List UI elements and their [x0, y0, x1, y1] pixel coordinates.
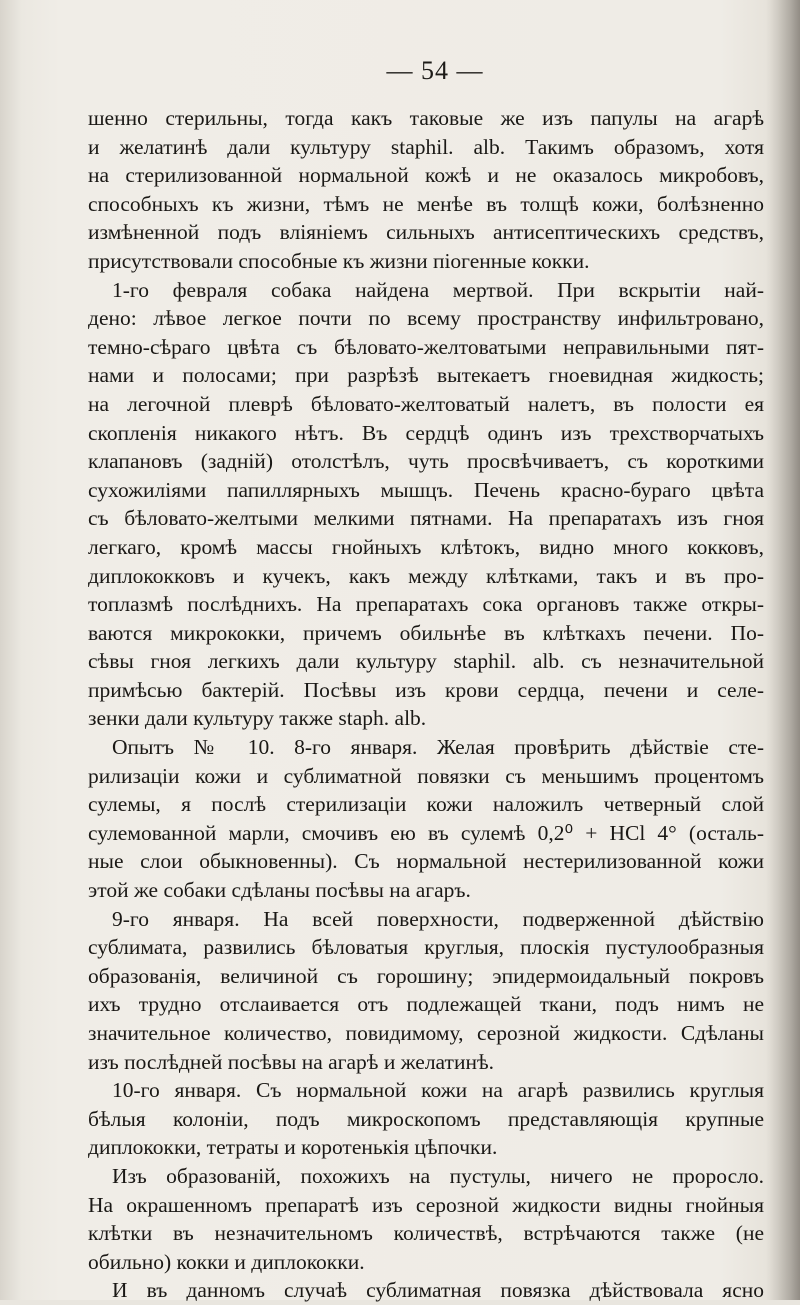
text-line: способныхъ къ жизни, тѣмъ не менѣе въ толщѣ кожи, болѣзненно: [88, 191, 764, 216]
text-line: И въ данномъ случаѣ сублиматная повязка дѣйствовала ясно: [112, 1278, 764, 1303]
text-line: на легочной плеврѣ бѣловато-желтоватый налетъ, въ полости ея: [88, 391, 764, 416]
text-line: дено: лѣвое легкое почти по всему пространству инфильтровано,: [88, 306, 764, 331]
text-line: изъ послѣдней посѣвы на агарѣ и желатинѣ.: [88, 1049, 495, 1074]
text-line: диплококковъ и кучекъ, какъ между клѣтками, такъ и въ про-: [88, 563, 764, 588]
book-spine-shadow: [766, 0, 800, 1300]
text-line: шенно стерильны, тогда какъ таковые же изъ папулы на агарѣ: [88, 106, 764, 130]
text-line: и желатинѣ дали культуру staphil. alb. Такимъ образомъ, хотя: [88, 134, 764, 159]
text-line: диплококки, тетраты и коротенькія цѣпочки.: [88, 1135, 498, 1160]
text-line: ные слои обыкновенны). Съ нормальной нестерилизованной кожи: [88, 849, 764, 874]
text-line: рилизаціи кожи и сублиматной повязки съ меньшимъ процентомъ: [88, 763, 764, 788]
text-line: скопленія никакого нѣтъ. Въ сердцѣ одинъ изъ трехстворчатыхъ: [88, 420, 764, 445]
text-line: съ бѣловато-желтыми мелкими пятнами. На препаратахъ изъ гноя: [88, 506, 764, 531]
text-line: легкаго, кромѣ массы гнойныхъ клѣтокъ, видно много кокковъ,: [88, 534, 764, 559]
text-line: сухожиліями папиллярныхъ мышцъ. Печень красно-бураго цвѣта: [88, 477, 764, 502]
page-number: — 54 —: [386, 56, 484, 85]
text-line: на стерилизованной нормальной кожѣ и не оказалось микробовъ,: [88, 163, 764, 188]
text-line: образованія, величиной съ горошину; эпидермоидальный покровъ: [88, 963, 764, 988]
text-line: На окрашенномъ препаратѣ изъ серозной жидкости видны гнойныя: [88, 1192, 764, 1217]
text-line: сулемованной марли, смочивъ ею въ сулемѣ 0,2⁰ + HCl 4° (осталь-: [88, 820, 764, 845]
text-line: примѣсью бактерій. Посѣвы изъ крови сердца, печени и селе-: [88, 677, 764, 702]
text-line: темно-сѣраго цвѣта съ бѣловато-желтоватыми неправильными пят-: [88, 334, 764, 359]
text-line: Опытъ № 10. 8-го января. Желая провѣрить дѣйствіе сте-: [112, 735, 764, 760]
text-line: ваются микрококки, причемъ обильнѣе въ клѣткахъ печени. По-: [88, 620, 764, 645]
text-line: этой же собаки сдѣланы посѣвы на агаръ.: [88, 878, 471, 903]
text-line: сублимата, развились бѣловатыя круглыя, плоскія пустулообразныя: [88, 935, 764, 960]
text-line: зенки дали культуру также staph. alb.: [88, 706, 427, 731]
text-line: сѣвы гноя легкихъ дали культуру staphil. alb. съ незначительной: [88, 649, 764, 674]
text-line: измѣненной подъ вліяніемъ сильныхъ антисептическихъ средствъ,: [88, 220, 764, 245]
text-line: клѣтки въ незначительномъ количествѣ, встрѣчаются также (не: [88, 1221, 764, 1246]
text-line: ихъ трудно отслаивается отъ подлежащей ткани, подъ нимъ не: [88, 992, 764, 1017]
text-line: Изъ образованій, похожихъ на пустулы, ничего не проросло.: [112, 1163, 764, 1188]
text-line: сулемы, я послѣ стерилизаціи кожи наложилъ четверный слой: [88, 792, 764, 817]
text-line: 10-го января. Съ нормальной кожи на агарѣ развились круглыя: [112, 1078, 764, 1103]
text-line: 9-го января. На всей поверхности, подверженной дѣйствію: [112, 906, 764, 931]
text-line: значительное количество, повидимому, серозной жидкости. Сдѣланы: [88, 1021, 764, 1045]
text-line: бѣлыя колоніи, подъ микроскопомъ представляющія крупные: [88, 1106, 764, 1131]
text-line: присутствовали способные къ жизни піогенные кокки.: [88, 248, 590, 273]
text-line: нами и полосами; при разрѣзѣ вытекаетъ гноевидная жидкость;: [88, 363, 764, 388]
text-line: 1-го февраля собака найдена мертвой. При вскрытіи най-: [112, 277, 764, 302]
text-line: обильно) кокки и диплококки.: [88, 1249, 365, 1274]
text-line: топлазмѣ послѣднихъ. На препаратахъ сока органовъ также откры-: [88, 592, 764, 617]
body-text: [88, 104, 764, 1305]
text-line: клапановъ (задній) отолстѣлъ, чуть просвѣчиваетъ, съ короткими: [88, 449, 764, 474]
